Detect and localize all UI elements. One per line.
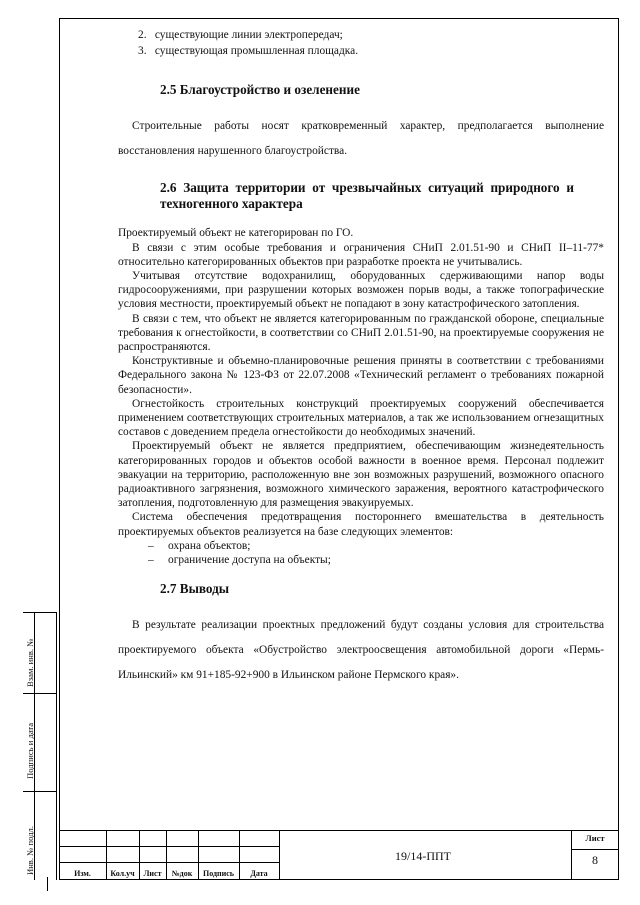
list-item: – охрана объектов; — [148, 539, 251, 552]
title-block — [59, 830, 619, 880]
paragraph: Проектируемый объект не категорирован по ГО. — [118, 227, 354, 240]
sheet-label: Лист — [585, 833, 605, 843]
intro-list — [138, 28, 604, 58]
document-code: 19/14-ППТ — [395, 849, 451, 863]
section-heading: 2.6 Защита территории от чрезвычайных ситуаций природного и техногенного характера — [160, 180, 574, 212]
paragraph: В связи с этим особые требования и ограничения СНиП 2.01.51-90 и СНиП II–11-77* относительно категорированных объектов при разработке проекта не учитывались. — [118, 241, 604, 268]
side-stamp — [23, 612, 57, 880]
col-koluch: Кол.уч — [110, 869, 135, 878]
col-ndok: №док — [171, 869, 193, 878]
sheet-number: 8 — [592, 853, 598, 867]
section-body — [118, 226, 604, 567]
col-data: Дата — [250, 869, 268, 878]
paragraph: Система обеспечения предотвращения постороннего вмешательства в деятельность проектируемых объектов реализуется на базе следующих элементов: — [118, 511, 604, 538]
paragraph: Учитывая отсутствие водохранилищ, оборудованных сдерживающими напор воды гидросооружениями, при разрушении которых возможен порыв воды, а также топографические условия местности, проектируемый объект не попадают в зону катастрофического затопления. — [118, 270, 604, 311]
section-paragraph: Строительные работы носят кратковременный характер, предполагается выполнение восстановления нарушенного благоустройства. — [118, 120, 604, 158]
stamp-label-vzam: Взам. инв. № — [25, 638, 35, 687]
stamp-label-inv: Инв. № подл. — [25, 826, 35, 875]
col-podpis: Подпись — [202, 869, 235, 878]
section-paragraph: В результате реализации проектных предложений будут созданы условия для строительства проектируемого объекта «Обустройство электроосвещения автомобильной дороги «Пермь-Ильинский» км 91+185-92+900 в Ильинском районе Пермского края». — [118, 619, 604, 682]
list-item: – ограничение доступа на объекты; — [148, 554, 331, 567]
paragraph: Огнестойкость строительных конструкций проектируемых сооружений обеспечивается применением соответствующих строительных материалов, а так же использованием огнезащитных составов с доведением предела огнестойкости до необходимых значений. — [118, 397, 604, 439]
dash-list — [148, 539, 604, 567]
paragraph: Проектируемый объект не является предприятием, обеспечивающим жизнедеятельность категорированных городов и объектов особой важности в военное время. Персонал подлежит эвакуации на территорию, расположенную вне зон возможных разрушений, возможного опасного радиоактивного загрязнения, возможного химического заражения, вероятного катастрофического затопления, подготовленную для размещения эвакуируемых. — [118, 440, 604, 510]
section-heading: 2.5 Благоустройство и озеленение — [160, 82, 360, 98]
paragraph: Конструктивные и объемно-планировочные решения приняты в соответствии с требованиями Федерального закона № 123-ФЗ от 22.07.2008 «Технический регламент о требованиях пожарной безопасности». — [118, 355, 604, 396]
col-izm: Изм. — [74, 869, 91, 878]
section-heading: 2.7 Выводы — [160, 581, 230, 597]
list-item: 3. существующая промышленная площадка. — [138, 45, 359, 58]
stamp-label-podpis: Подпись и дата — [25, 722, 35, 779]
document-body — [118, 28, 604, 688]
paragraph: В связи с тем, что объект не является категорированным по гражданской обороне, специальные требования к огнестойкости, в соответствии со СНиП 2.01.51-90, на проектируемые сооружения не распространяются. — [118, 312, 604, 354]
list-item: 2. существующие линии электропередач; — [138, 29, 343, 41]
col-list: Лист — [143, 869, 162, 878]
